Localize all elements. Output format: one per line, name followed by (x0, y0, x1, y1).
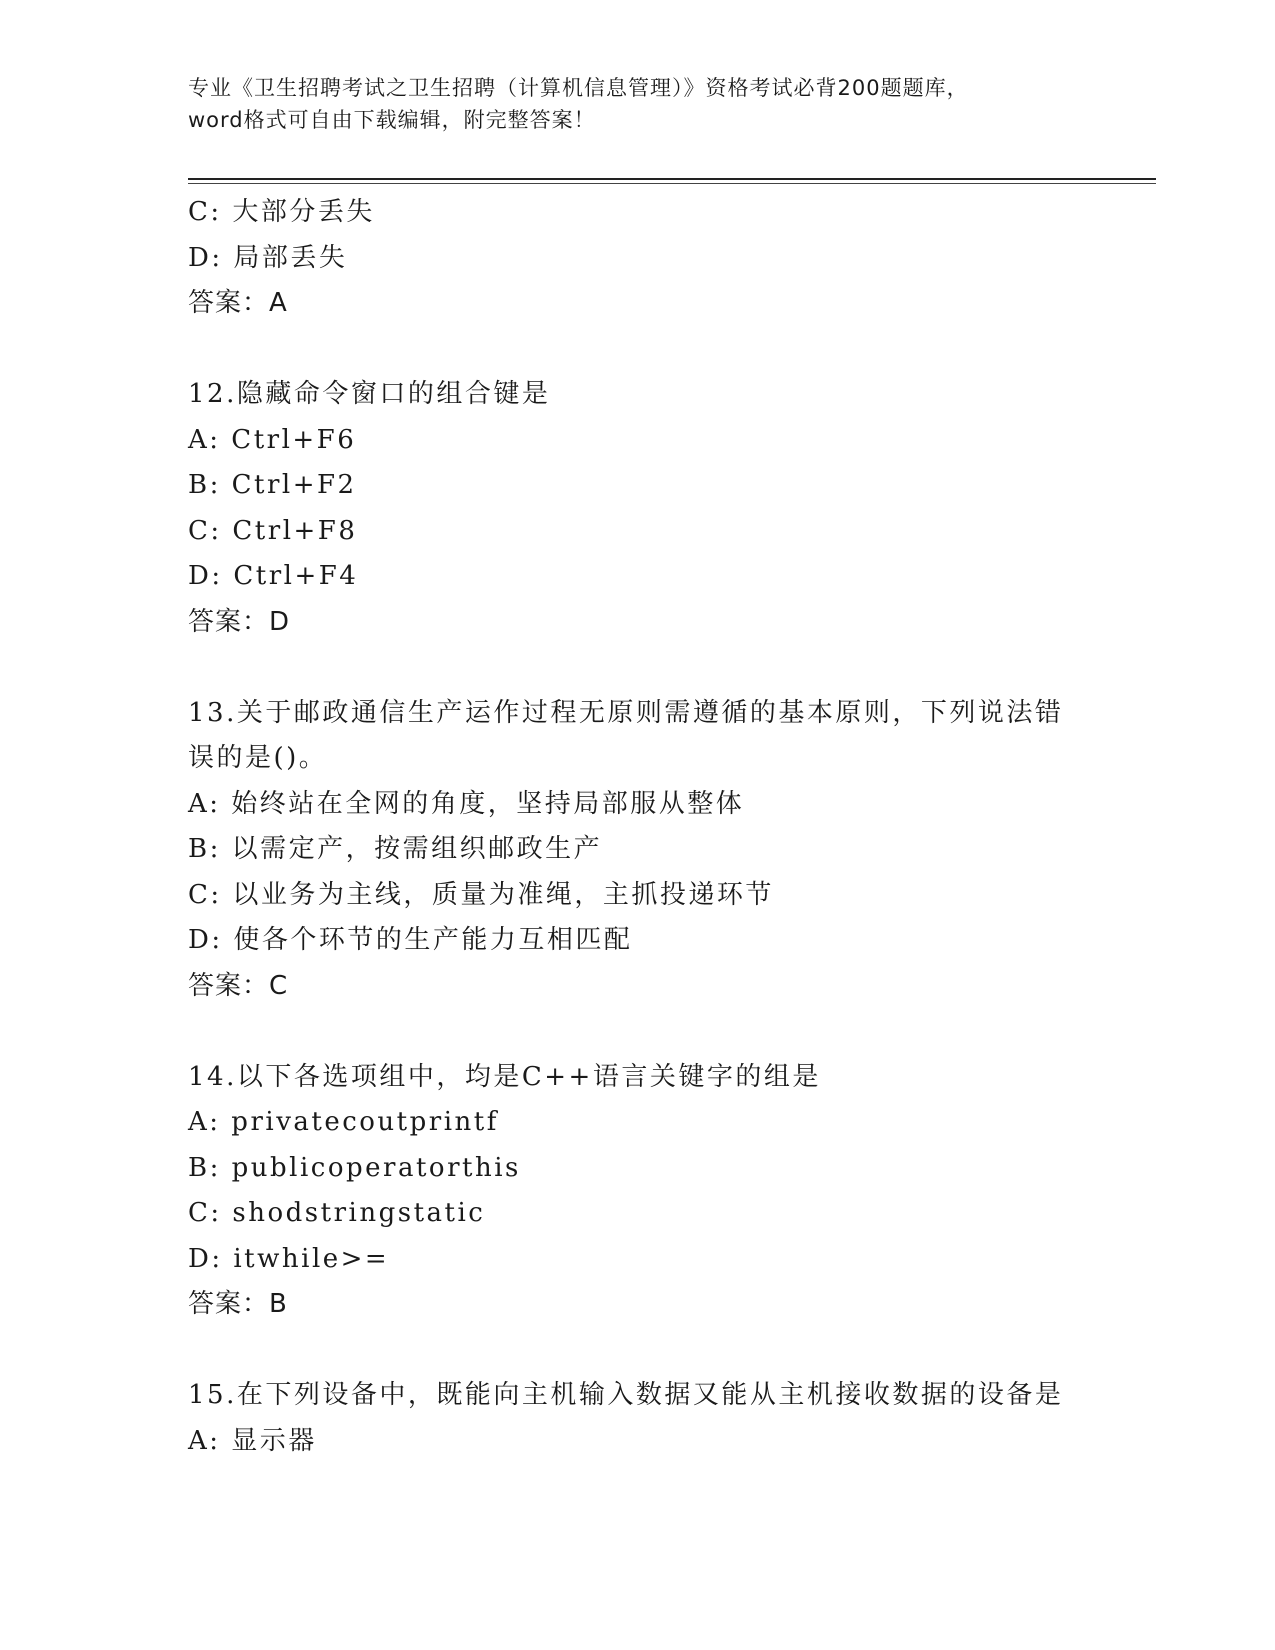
header-divider-thin (188, 183, 1156, 184)
question-list (188, 190, 1088, 1464)
question-stem: 12.隐藏命令窗口的组合键是 (188, 379, 551, 409)
question-15 (188, 1373, 1088, 1464)
option-c: C: Ctrl+F8 (188, 515, 358, 546)
header-title-line-1: 专业《卫生招聘考试之卫生招聘（计算机信息管理）》资格考试必背200题题库， (188, 76, 969, 100)
question-stem: 15.在下列设备中，既能向主机输入数据又能从主机接收数据的设备是 (188, 1380, 1064, 1410)
question-12 (188, 372, 1088, 645)
header-divider-thick (188, 178, 1156, 180)
option-b: B: 以需定产，按需组织邮政生产 (188, 834, 603, 864)
option-d: D: Ctrl+F4 (188, 561, 359, 591)
question-spacer (188, 645, 1088, 691)
question-14 (188, 1055, 1088, 1328)
answer-label: 答案：B (188, 1289, 288, 1319)
question-spacer (188, 1009, 1088, 1055)
option-a: A: privatecoutprintf (188, 1107, 499, 1137)
option-b: B: publicoperatorthis (188, 1152, 521, 1183)
option-d: D: 使各个环节的生产能力互相匹配 (188, 925, 633, 955)
question-spacer (188, 1328, 1088, 1374)
option-c: C: 大部分丢失 (188, 197, 375, 227)
option-a: A: 显示器 (188, 1425, 317, 1456)
question-stem: 13.关于邮政通信生产运作过程无原则需遵循的基本原则，下列说法错 (188, 697, 1064, 728)
answer-label: 答案：D (188, 606, 291, 637)
option-c: C: 以业务为主线，质量为准绳，主抓投递环节 (188, 879, 774, 910)
option-a: A: Ctrl+F6 (188, 424, 357, 455)
option-d: D: itwhile>= (188, 1243, 390, 1274)
question-stem-continued: 误的是()。 (188, 743, 328, 773)
answer-label: 答案：C (188, 970, 289, 1001)
question-11-continued (188, 190, 1088, 327)
question-spacer (188, 327, 1088, 373)
header-title-line-2: word格式可自由下载编辑，附完整答案！ (188, 108, 596, 132)
document-header (188, 72, 1088, 136)
question-13 (188, 691, 1088, 1010)
option-c: C: shodstringstatic (188, 1198, 486, 1228)
option-b: B: Ctrl+F2 (188, 470, 357, 500)
question-stem: 14.以下各选项组中，均是C++语言关键字的组是 (188, 1061, 821, 1092)
option-d: D: 局部丢失 (188, 242, 348, 273)
option-a: A: 始终站在全网的角度，坚持局部服从整体 (188, 788, 745, 819)
answer-label: 答案：A (188, 288, 288, 318)
